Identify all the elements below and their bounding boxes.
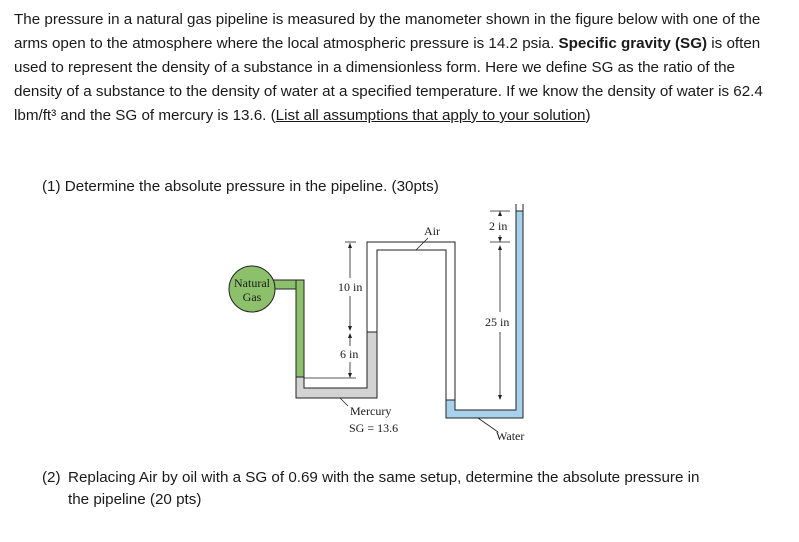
air-label: Air <box>424 224 440 238</box>
dim-25in-arrow-top <box>498 245 502 250</box>
intro-text-end: ) <box>585 107 591 124</box>
dim-10in-label: 10 in <box>338 280 363 294</box>
air-tube <box>367 242 455 400</box>
mercury-label-line1: Mercury <box>350 404 392 418</box>
dim-2in-label: 2 in <box>489 219 508 233</box>
mercury-leader <box>340 398 348 406</box>
question-2 <box>42 467 742 511</box>
dim-10in-arrow-top <box>348 243 352 248</box>
question-2-line2: the pipeline (20 pts) <box>68 491 202 508</box>
question-2-number: (2) <box>42 469 61 486</box>
mercury-column <box>296 332 377 398</box>
dim-25in-label: 25 in <box>485 315 510 329</box>
intro-bold-term: Specific gravity (SG) <box>558 35 708 52</box>
dim-6in-label: 6 in <box>340 347 359 361</box>
dim-2in-arrow-top <box>498 211 502 216</box>
natural-gas-label-line2: Gas <box>242 290 262 304</box>
natural-gas-label-line1: Natural <box>234 276 270 290</box>
intro-text-2: is often used to represent the density of a substance in a dimensionless form. Here we define SG as the ratio of the density of a substance to the density of water at a specified temperature. If we know the density of water is 62.4 lbm/ft³ and the SG of mercury is 13.6. ( <box>14 35 763 124</box>
dim-10in-arrow-bottom <box>348 326 352 331</box>
mercury-label-line2: SG = 13.6 <box>349 421 399 435</box>
air-leader <box>416 238 428 250</box>
dim-6in-arrow-bottom <box>348 373 352 378</box>
water-leader <box>478 418 498 432</box>
intro-text-1: The pressure in a natural gas pipeline is measured by the manometer shown in the figure below with one of the arms open to the atmosphere where the local atmospheric pressure is 14.2 psia. <box>14 11 761 52</box>
dim-2in-arrow-bottom <box>498 237 502 242</box>
question-2-line1: Replacing Air by oil with a SG of 0.69 with the same setup, determine the absolute pressure in <box>68 469 700 486</box>
dim-25in-arrow-bottom <box>498 395 502 400</box>
water-label: Water <box>496 429 525 443</box>
question-1: (1) Determine the absolute pressure in the pipeline. (30pts) <box>42 178 439 195</box>
gas-pipe-vertical <box>296 280 304 377</box>
dim-6in-arrow-top <box>348 333 352 338</box>
assumptions-instruction: List all assumptions that apply to your solution <box>275 107 586 124</box>
